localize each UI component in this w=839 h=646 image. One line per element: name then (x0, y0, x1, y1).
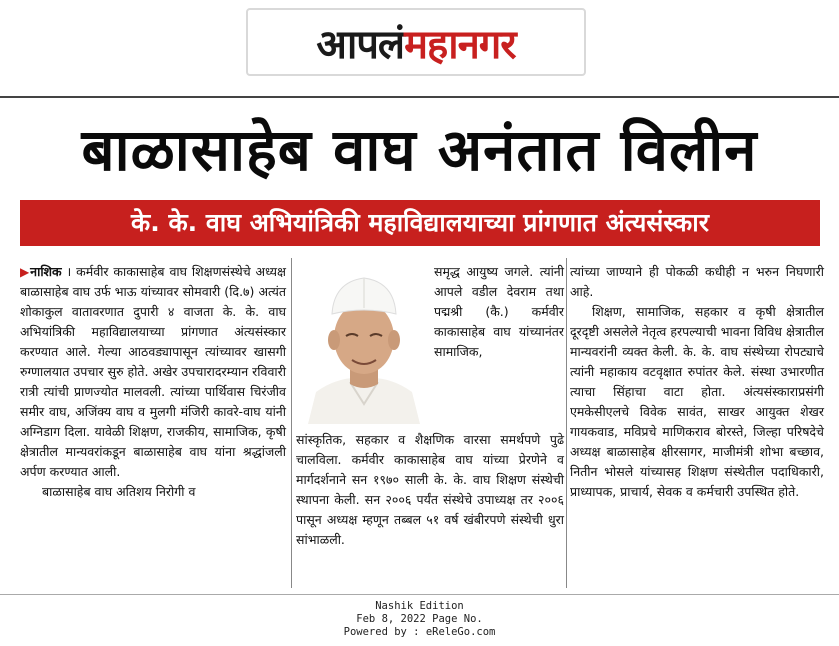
portrait-image (298, 264, 430, 424)
top-divider (0, 96, 839, 98)
article-column-2-beside-photo: समृद्ध आयुष्य जगले. त्यांनी आपले वडील देवराम तथा पद्मश्री (कै.) कर्मवीर काकासाहेब वाघ यांच्यानंतर सामाजिक, (434, 264, 564, 359)
portrait-photo (298, 264, 430, 424)
article-column-2: सांस्कृतिक, सहकार व शैक्षणिक वारसा समर्थपणे पुढे चालविला. कर्मवीर काकासाहेब वाघ यांच्या प्रेरणेने व मार्गदर्शनाने सन १९७० साली के. के. वाघ शिक्षण संस्थेची स्थापना केली. सन २००६ पर्यंत संस्थेचे उपाध्यक्ष तर २००६ पासून अध्यक्ष म्हणून तब्बल ५१ वर्ष खंबीरपणे संस्थेची धुरा सांभाळली. (296, 432, 564, 547)
article-paragraph: बाळासाहेब वाघ अतिशय निरोगी व (42, 484, 196, 499)
article-paragraph: त्यांच्या जाण्याने ही पोकळी कधीही न भरुन निघणारी आहे. (570, 264, 824, 299)
paragraph-text: । कर्मवीर काकासाहेब वाघ शिक्षणसंस्थेचे अध्यक्ष बाळासाहेब वाघ उर्फ भाऊ यांच्यावर सोमवारी (दि.७) अत्यंत शोकाकुल वातावरणात दुपारी ४ वाजता के. के. वाघ अभियांत्रिकी महाविद्यालयाच्या प्रांगणात अंत्यसंस्कार करण्यात आले. गेल्या आठवड्यापासून त्यांच्यावर खासगी रुग्णालयात उपचार सुरु होते. अखेर उपचारादरम्यान रविवारी रात्री त्यांची प्राणज्योत मालवली. त्यांच्या पार्थिवास चिरंजीव समीर वाघ, अजिंक्य वाघ व मुलगी मंजिरी कावरे-वाघ यांनी अग्निडाग दिला. यावेळी शिक्षण, राजकीय, सामाजिक, कृषी क्षेत्रातील मान्यवरांकडून बाळासाहेब वाघ यांना श्रद्धांजली अर्पण करण्यात आली. (20, 264, 286, 479)
edition-footer (0, 600, 839, 639)
article-paragraph: शिक्षण, सामाजिक, सहकार व कृषी क्षेत्रातील दूरदृष्टी असलेले नेतृत्व हरपल्याची भावना विविध क्षेत्रातील मान्यवरांनी व्यक्त केली. के. के. वाघ संस्थेच्या रोपट्याचे त्यांनी महाकाय वटवृक्षात रुपांतर केले. संस्था उभारणीत त्याचा सिंहाचा वाटा होता. अंत्यसंस्काराप्रसंगी एमकेसीएलचे विवेक सावंत, साखर आयुक्त शेखर गायकवाड, मविप्रचे माणिकराव बोरस्ते, जिल्हा परिषदेचे अध्यक्ष बाळासाहेब क्षीरसागर, माजीमंत्री शोभा बच्छाव, नितीन भोसले यांच्यासह शिक्षण संस्थेतील पदाधिकारी, प्राध्यापक, प्राचार्य, सेवक व कर्मचारी उपस्थित होते. (570, 304, 824, 499)
logo-part-1: आपलं (316, 21, 405, 68)
powered-by: Powered by : eReleGo.com (343, 626, 496, 638)
article-column-3 (570, 262, 824, 502)
article-headline: बाळासाहेब वाघ अनंतात विलीन (81, 116, 758, 184)
logo-part-2: महानगर (404, 21, 516, 68)
edition-date: Feb 8, 2022 Page No. (356, 613, 483, 625)
column-divider (566, 258, 567, 588)
article-column-1 (20, 262, 286, 502)
newspaper-logo (246, 8, 586, 76)
bullet-icon: ▶ (20, 265, 31, 279)
bottom-divider (0, 594, 839, 595)
article-paragraph (20, 262, 286, 482)
article-subhead: के. के. वाघ अभियांत्रिकी महाविद्यालयाच्या प्रांगणात अंत्यसंस्कार (20, 200, 820, 246)
dateline: नाशिक (30, 264, 62, 279)
edition-name: Nashik Edition (375, 600, 464, 612)
masthead (0, 0, 839, 86)
column-divider (291, 258, 292, 588)
